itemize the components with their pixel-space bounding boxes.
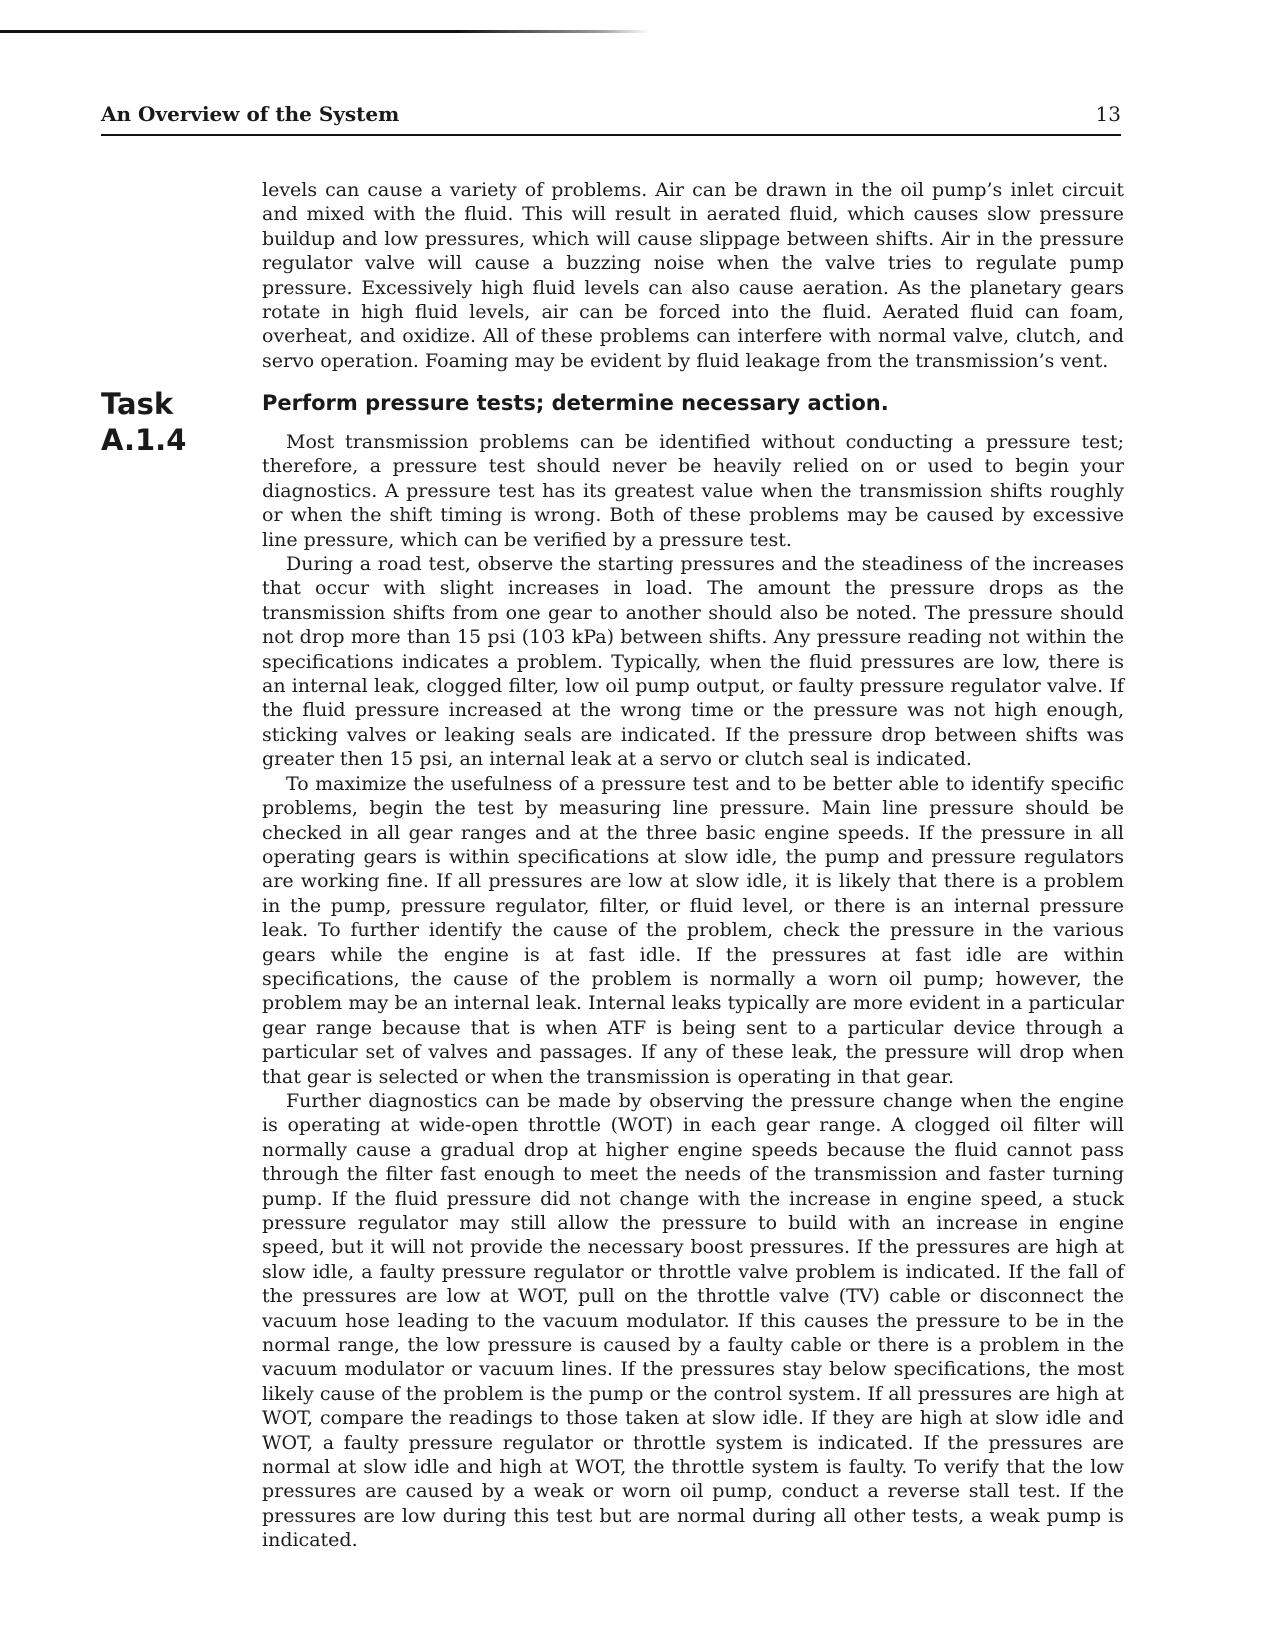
continuation-paragraph: levels can cause a variety of problems. Air can be drawn in the oil pump’s inlet circuit and mixed with the fluid. This will result in aerated fluid, which causes slow pressure buildup and low pressures, which will cause slippage between shifts. Air in the pressure regulator valve will cause a buzzing noise when the valve tries to regulate pump pressure. Excessively high fluid levels can also cause aeration. As the planetary gears rotate in high fluid levels, air can be forced into the fluid. Aerated fluid can foam, overheat, and oxidize. All of these problems can interfere with normal valve, clutch, and servo operation. Foaming may be evident by fluid leakage from the transmission’s vent. — [262, 179, 1124, 372]
body-paragraph: During a road test, observe the starting pressures and the steadiness of the increases that occur with slight increases in load. The amount the pressure drops as the transmission shifts from one gear to another should also be noted. The pressure should not drop more than 15 psi (103 kPa) between shifts. Any pressure reading not within the specifications indicates a problem. Typically, when the fluid pressures are low, there is an internal leak, clogged filter, low oil pump output, or faulty pressure regulator valve. If the fluid pressure increased at the wrong time or the pressure was not high enough, sticking valves or leaking seals are indicated. If the pressure drop between shifts was greater then 15 psi, an internal leak at a servo or clutch seal is indicated. — [262, 553, 1124, 771]
task-number: A.1.4 — [101, 423, 187, 457]
page-number: 13 — [1095, 102, 1121, 126]
task-heading: Perform pressure tests; determine necessary action. — [262, 391, 889, 415]
body-paragraph: To maximize the usefulness of a pressure test and to be better able to identify specific problems, begin the test by measuring line pressure. Main line pressure should be checked in all gear ranges and at the three basic engine speeds. If the pressure in all operating gears is within specifications at slow idle, the pump and pressure regulators are working fine. If all pressures are low at slow idle, it is likely that there is a problem in the pump, pressure regulator, filter, or fluid level, or there is an internal pressure leak. To further identify the cause of the problem, check the pressure in the various gears while the engine is at fast idle. If the pressures at fast idle are within specifications, the cause of the problem is normally a worn oil pump; however, the problem may be an internal leak. Internal leaks typically are more evident in a particular gear range because that is when ATF is being sent to a particular device through a particular set of valves and passages. If any of these leak, the pressure will drop when that gear is selected or when the transmission is operating in that gear. — [262, 772, 1124, 1088]
running-header-title: An Overview of the System — [101, 102, 400, 126]
running-header — [101, 100, 1121, 136]
task-label-word: Task — [101, 387, 174, 421]
top-rule — [0, 30, 650, 33]
continuation-text — [262, 178, 1124, 373]
task-body — [262, 430, 1124, 1553]
task-label — [101, 386, 186, 458]
body-paragraph: Most transmission problems can be identified without conducting a pressure test; therefore, a pressure test should never be heavily relied on or used to begin your diagnostics. A pressure test has its greatest value when the transmission shifts roughly or when the shift timing is wrong. Both of these problems may be caused by excessive line pressure, which can be verified by a pressure test. — [262, 431, 1124, 551]
body-paragraph: Further diagnostics can be made by observing the pressure change when the engine is operating at wide-open throttle (WOT) in each gear range. A clogged oil filter will normally cause a gradual drop at higher engine speeds because the fluid cannot pass through the filter fast enough to meet the needs of the transmission and faster turning pump. If the fluid pressure did not change with the increase in engine speed, a stuck pressure regulator may still allow the pressure to build with an increase in engine speed, but it will not provide the necessary boost pressures. If the pressures are high at slow idle, a faulty pressure regulator or throttle valve problem is indicated. If the fall of the pressures are low at WOT, pull on the throttle valve (TV) cable or disconnect the vacuum hose leading to the vacuum modulator. If this causes the pressure to be in the normal range, the low pressure is caused by a faulty cable or there is a problem in the vacuum modulator or vacuum lines. If the pressures stay below specifications, the most likely cause of the problem is the pump or the control system. If all pressures are high at WOT, compare the readings to those taken at slow idle. If they are high at slow idle and WOT, a faulty pressure regulator or throttle system is indicated. If the pressures are normal at slow idle and high at WOT, the throttle system is faulty. To verify that the low pressures are caused by a weak or worn oil pump, conduct a reverse stall test. If the pressures are low during this test but are normal during all other tests, a weak pump is indicated. — [262, 1089, 1124, 1552]
